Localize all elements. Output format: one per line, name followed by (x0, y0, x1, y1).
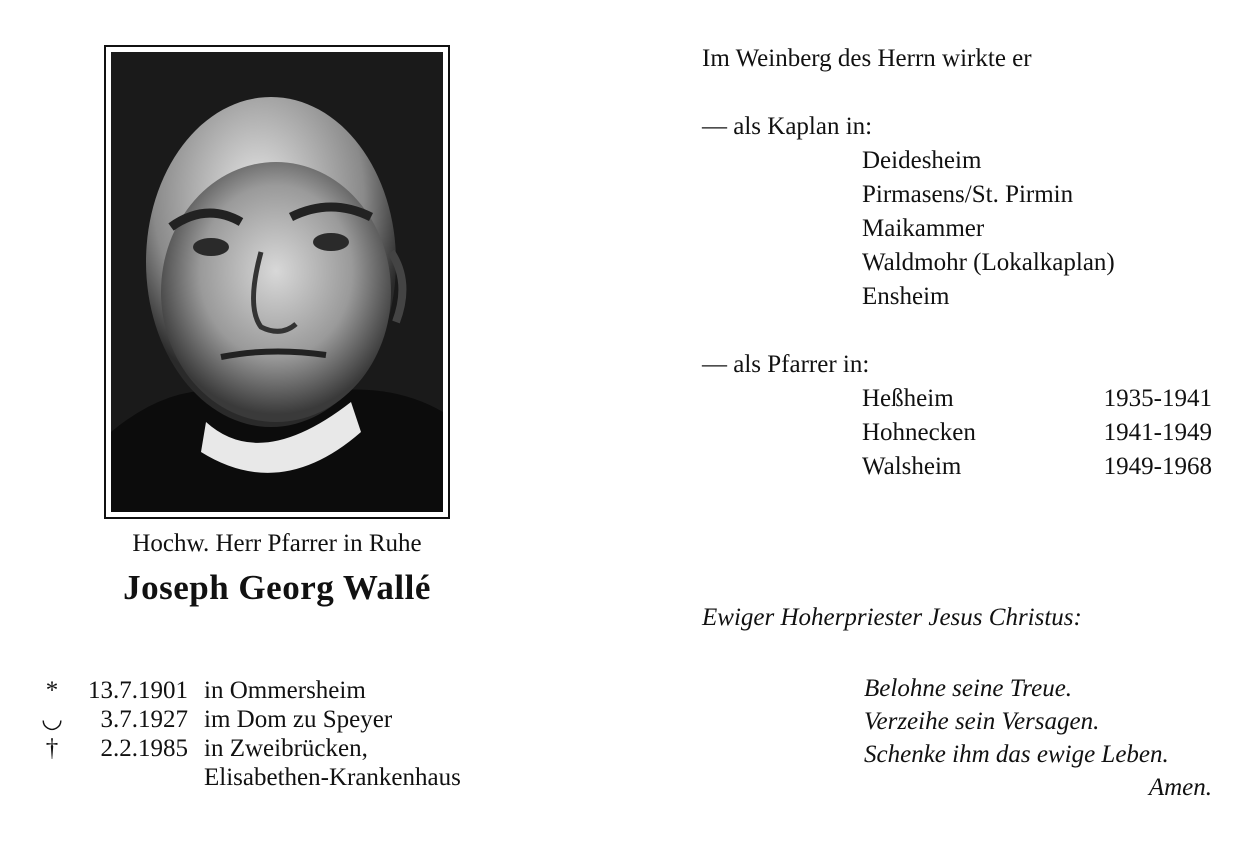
deceased-name: Joseph Georg Wallé (123, 568, 431, 607)
prayer-line: Schenke ihm das ewige Leben. (864, 741, 1169, 768)
ordination-place: im Dom zu Speyer (204, 706, 393, 733)
kaplan-place: Maikammer (862, 215, 985, 242)
prayer-heading: Ewiger Hoherpriester Jesus Christus: (702, 604, 1082, 631)
prayer-amen: Amen. (1148, 774, 1212, 801)
pfarrer-place: Hohnecken (862, 419, 976, 446)
death-date-blank (68, 763, 204, 792)
prayer-line: Belohne seine Treue. (864, 675, 1073, 702)
birth-date: 13.7.1901 (88, 677, 188, 704)
event-death-continued (36, 763, 461, 792)
pfarrer-label: — als Pfarrer in: (702, 351, 870, 378)
ministry-intro: Im Weinberg des Herrn wirkte er (702, 45, 1032, 72)
prayer-line: Verzeihe sein Versagen. (864, 708, 1100, 735)
pfarrer-years: 1941-1949 (1103, 419, 1212, 446)
prayer-text (864, 672, 1212, 804)
ordination-symbol: ◡ (41, 706, 63, 733)
birth-place: in Ommersheim (204, 677, 366, 704)
pfarrer-row (862, 382, 1212, 416)
pfarrer-years: 1935-1941 (1103, 385, 1212, 412)
card-title: Hochw. Herr Pfarrer in Ruhe (132, 530, 422, 557)
pfarrer-place: Walsheim (862, 453, 962, 480)
kaplan-place: Deidesheim (862, 147, 982, 174)
ministry-section (702, 42, 1212, 484)
event-death (36, 734, 461, 763)
kaplan-place: Ensheim (862, 283, 950, 310)
kaplan-place: Pirmasens/St. Pirmin (862, 181, 1074, 208)
pfarrer-list (862, 382, 1212, 484)
death-date: 2.2.1985 (100, 735, 188, 762)
death-place: in Zweibrücken, (204, 735, 368, 762)
kaplan-place: Waldmohr (Lokalkaplan) (862, 249, 1115, 276)
pfarrer-years: 1949-1968 (1103, 453, 1212, 480)
event-birth (36, 676, 461, 705)
portrait-photo-frame (104, 45, 450, 519)
pfarrer-place: Heßheim (862, 385, 954, 412)
death-symbol-blank (36, 763, 68, 792)
portrait-photo (111, 52, 443, 512)
pfarrer-row (862, 450, 1212, 484)
death-symbol: † (45, 735, 59, 762)
kaplan-label: — als Kaplan in: (702, 113, 873, 140)
event-ordination (36, 705, 461, 734)
pfarrer-row (862, 416, 1212, 450)
kaplan-list (862, 144, 1212, 314)
death-place-hospital: Elisabethen-Krankenhaus (204, 764, 461, 791)
ordination-date: 3.7.1927 (100, 706, 188, 733)
life-events (36, 676, 461, 792)
birth-symbol: * (45, 677, 59, 704)
